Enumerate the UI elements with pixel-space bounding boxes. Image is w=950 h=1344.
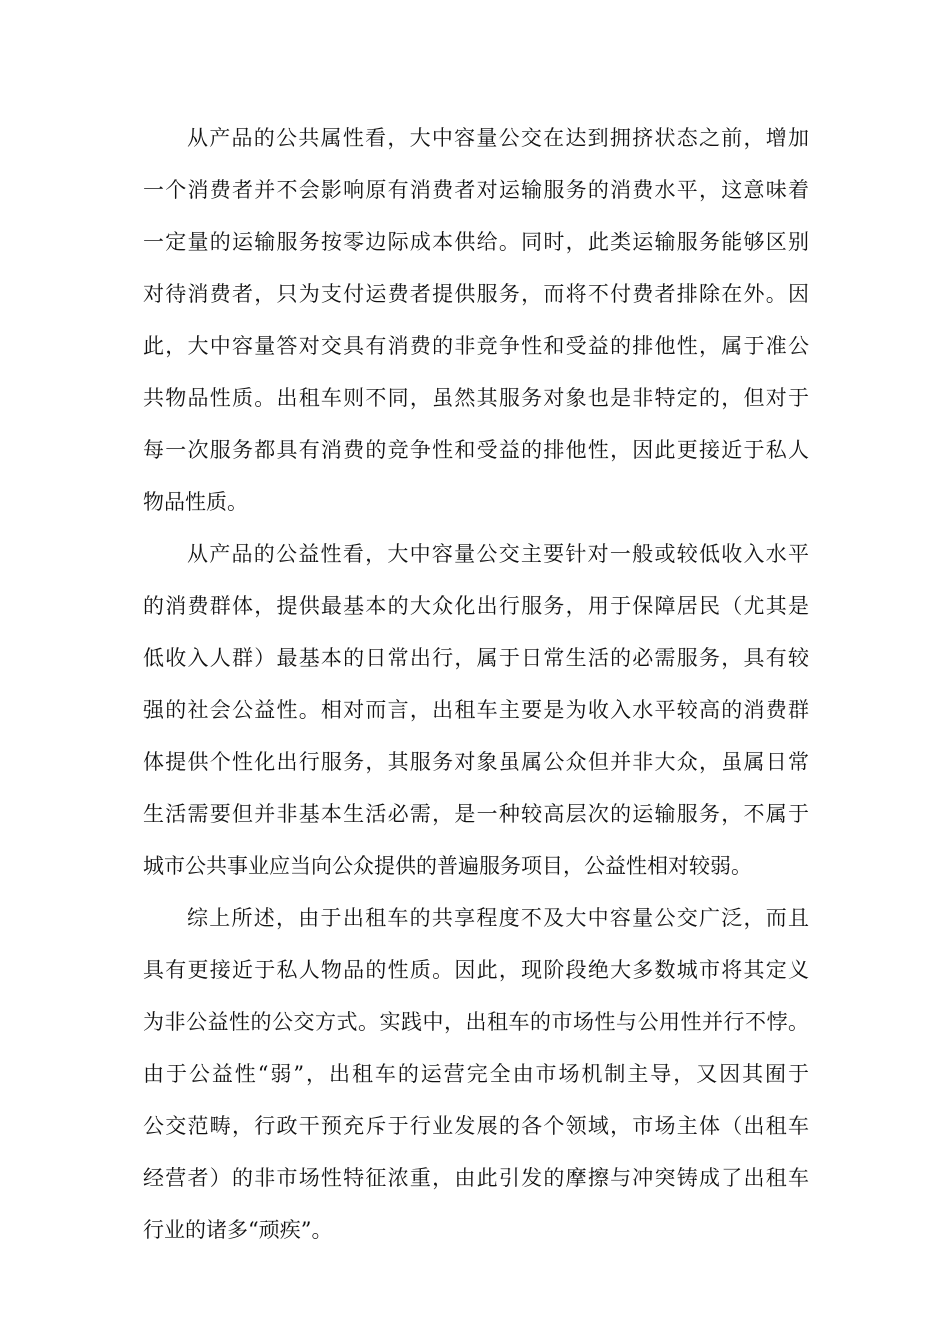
text-line: 城市公共事业应当向公众提供的普遍服务项目，公益性相对较弱。	[143, 854, 752, 878]
text-line: 强的社会公益性。相对而言，出租车主要是为收入水平较高的消费群	[143, 698, 809, 722]
paragraph-public-attribute	[143, 112, 809, 528]
text-line: 低收入人群）最基本的日常出行，属于日常生活的必需服务，具有较	[143, 646, 809, 670]
paragraph-public-welfare	[143, 528, 809, 892]
text-line: 对待消费者，只为支付运费者提供服务，而将不付费者排除在外。因	[143, 282, 809, 306]
text-line: 具有更接近于私人物品的性质。因此，现阶段绝大多数城市将其定义	[143, 958, 809, 982]
text-line: 的消费群体，提供最基本的大众化出行服务，用于保障居民（尤其是	[143, 594, 809, 618]
paragraph-summary	[143, 892, 809, 1256]
text-line: 物品性质。	[143, 490, 248, 514]
text-line: 一个消费者并不会影响原有消费者对运输服务的消费水平，这意味着	[143, 178, 809, 202]
text-line: 一定量的运输服务按零边际成本供给。同时，此类运输服务能够区别	[143, 230, 809, 254]
text-line: 每一次服务都具有消费的竞争性和受益的排他性，因此更接近于私人	[143, 438, 809, 462]
text-line: 共物品性质。出租车则不同，虽然其服务对象也是非特定的，但对于	[143, 386, 809, 410]
text-line: 从产品的公共属性看，大中容量公交在达到拥挤状态之前，增加	[187, 126, 809, 150]
text-line: 公交范畴，行政干预充斥于行业发展的各个领域，市场主体（出租车	[143, 1114, 809, 1138]
text-line: 为非公益性的公交方式。实践中，出租车的市场性与公用性并行不悖。	[143, 1010, 809, 1034]
text-line: 生活需要但并非基本生活必需，是一种较高层次的运输服务，不属于	[143, 802, 809, 826]
text-line: 行业的诸多“顽疾”。	[143, 1218, 333, 1242]
text-line: 从产品的公益性看，大中容量公交主要针对一般或较低收入水平	[187, 542, 809, 566]
text-line: 由于公益性“弱”，出租车的运营完全由市场机制主导，又因其囿于	[143, 1062, 809, 1086]
text-line: 综上所述，由于出租车的共享程度不及大中容量公交广泛，而且	[187, 906, 809, 930]
document-body	[143, 112, 809, 1256]
text-line: 经营者）的非市场性特征浓重，由此引发的摩擦与冲突铸成了出租车	[143, 1166, 809, 1190]
text-line: 此，大中容量答对交具有消费的非竞争性和受益的排他性，属于准公	[143, 334, 809, 358]
text-line: 体提供个性化出行服务，其服务对象虽属公众但并非大众，虽属日常	[143, 750, 809, 774]
